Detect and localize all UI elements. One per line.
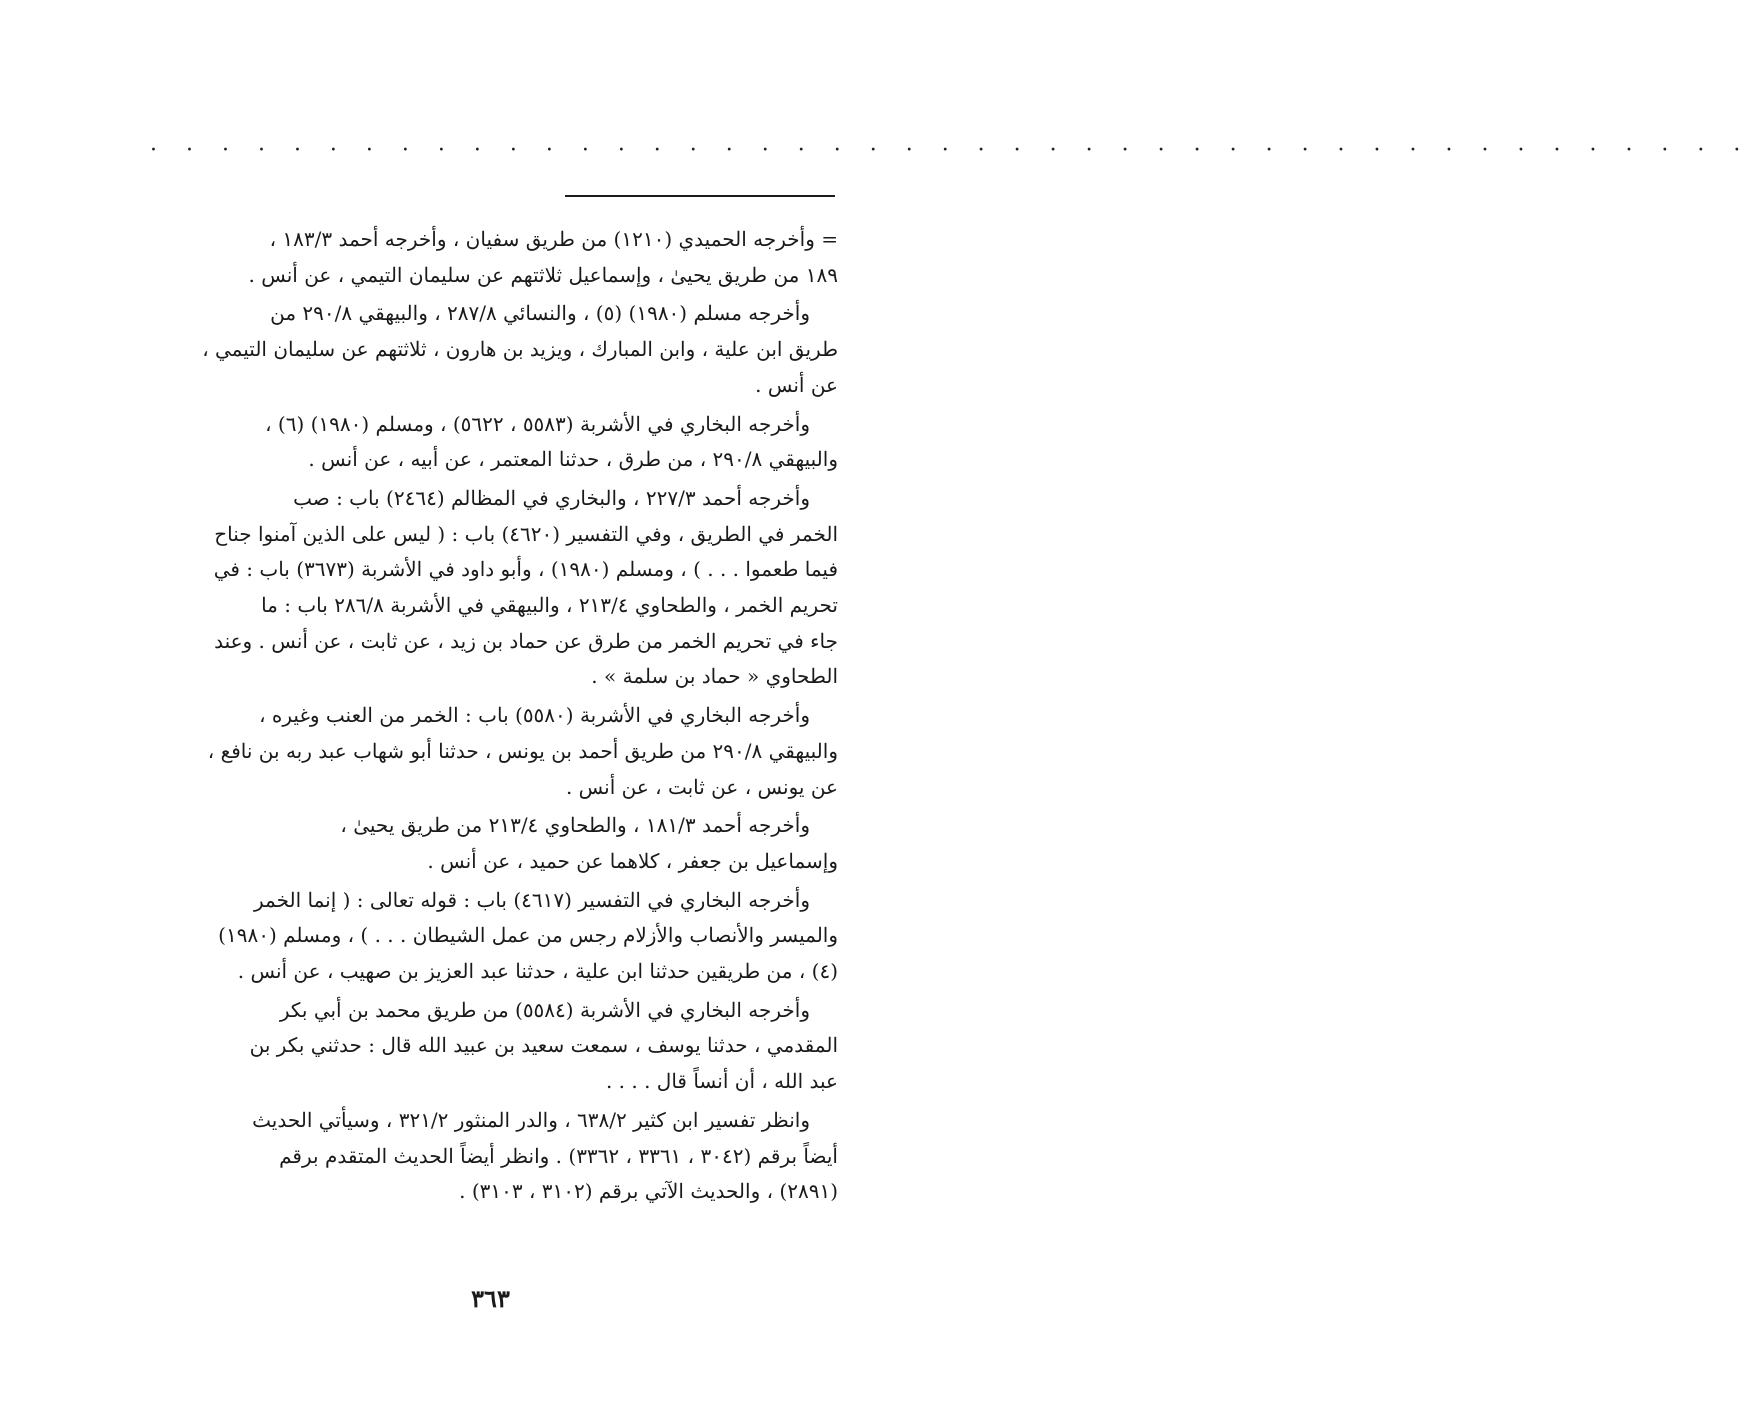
footnote-line: المقدمي ، حدثنا يوسف ، سمعت سعيد بن عبيد الله قال : حدثني بكر بن <box>249 1033 838 1058</box>
footnote-line: عن أنس . <box>755 372 838 397</box>
footnote-line: طريق ابن علية ، وابن المبارك ، ويزيد بن هارون ، ثلاثتهم عن سليمان التيمي ، <box>202 337 838 362</box>
footnote-line: والميسر والأنصاب والأزلام رجس من عمل الشيطان . . . ) ، ومسلم (١٩٨٠) <box>218 923 838 948</box>
footnote-line: وأخرجه البخاري في الأشربة (٥٥٨٣ ، ٥٦٢٢) ، ومسلم (١٩٨٠) (٦) ، <box>265 411 810 436</box>
footnote-text <box>143 222 838 1210</box>
footnote-line: وأخرجه البخاري في الأشربة (٥٥٨٠) باب : الخمر من العنب وغيره ، <box>259 703 810 728</box>
footnote-line: = وأخرجه الحميدي (١٢١٠) من طريق سفيان ، وأخرجه أحمد ١٨٣/٣ ، <box>269 227 838 251</box>
footnote-line: والبيهقي ٢٩٠/٨ من طريق أحمد بن يونس ، حدثنا أبو شهاب عبد ربه بن نافع ، <box>207 738 838 763</box>
footnote-line: (٤) ، من طريقين حدثنا ابن علية ، حدثنا عبد العزيز بن صهيب ، عن أنس . <box>237 959 838 984</box>
footnote-line: وانظر تفسير ابن كثير ٦٣٨/٢ ، والدر المنثور ٣٢١/٢ ، وسيأتي الحديث <box>252 1107 810 1132</box>
footnote-line: فيما طعموا . . . ) ، ومسلم (١٩٨٠) ، وأبو داود في الأشربة (٣٦٧٣) باب : في <box>213 557 838 582</box>
footnote-line: عبد الله ، أن أنساً قال . . . . <box>605 1069 838 1094</box>
footnote-line: جاء في تحريم الخمر من طرق عن حماد بن زيد ، عن ثابت ، عن أنس . وعند <box>214 628 838 653</box>
footnote-line: وأخرجه البخاري في التفسير (٤٦١٧) باب : قوله تعالى : ( إنما الخمر <box>253 887 810 912</box>
footnote-line: الطحاوي « حماد بن سلمة » . <box>591 664 838 689</box>
page-number: ٣٦٣ <box>471 1284 510 1313</box>
footnote-rule <box>565 195 835 197</box>
top-dotted-separator: · · · · · · · · · · · · · · · · · · · · · · · · · · · · · · · · · · · · · · · · · · · · · <box>150 138 1751 163</box>
footnote-line: وأخرجه أحمد ١٨١/٣ ، والطحاوي ٢١٣/٤ من طريق يحيىٰ ، <box>340 813 810 838</box>
footnote-line: تحريم الخمر ، والطحاوي ٢١٣/٤ ، والبيهقي في الأشربة ٢٨٦/٨ باب : ما <box>261 593 838 618</box>
footnote-line: وإسماعيل بن جعفر ، كلاهما عن حميد ، عن أنس . <box>427 848 838 873</box>
footnote-line: (٢٨٩١) ، والحديث الآتي برقم (٣١٠٢ ، ٣١٠٣) . <box>459 1179 838 1204</box>
footnote-line: عن يونس ، عن ثابت ، عن أنس . <box>565 774 838 799</box>
footnote-line: الخمر في الطريق ، وفي التفسير (٤٦٢٠) باب : ( ليس على الذين آمنوا جناح <box>214 521 838 546</box>
footnote-line: والبيهقي ٢٩٠/٨ ، من طرق ، حدثنا المعتمر ، عن أبيه ، عن أنس . <box>308 447 838 472</box>
footnote-line: وأخرجه البخاري في الأشربة (٥٥٨٤) من طريق محمد بن أبي بكر <box>279 997 810 1022</box>
footnote-line: أيضاً برقم (٣٠٤٢ ، ٣٣٦١ ، ٣٣٦٢) . وانظر أيضاً الحديث المتقدم برقم <box>279 1143 838 1168</box>
footnote-line: وأخرجه مسلم (١٩٨٠) (٥) ، والنسائي ٢٨٧/٨ ، والبيهقي ٢٩٠/٨ من <box>270 301 810 326</box>
footnote-line: وأخرجه أحمد ٢٢٧/٣ ، والبخاري في المظالم (٢٤٦٤) باب : صب <box>293 485 810 510</box>
footnote-line: ١٨٩ من طريق يحيىٰ ، وإسماعيل ثلاثتهم عن سليمان التيمي ، عن أنس . <box>248 262 838 287</box>
